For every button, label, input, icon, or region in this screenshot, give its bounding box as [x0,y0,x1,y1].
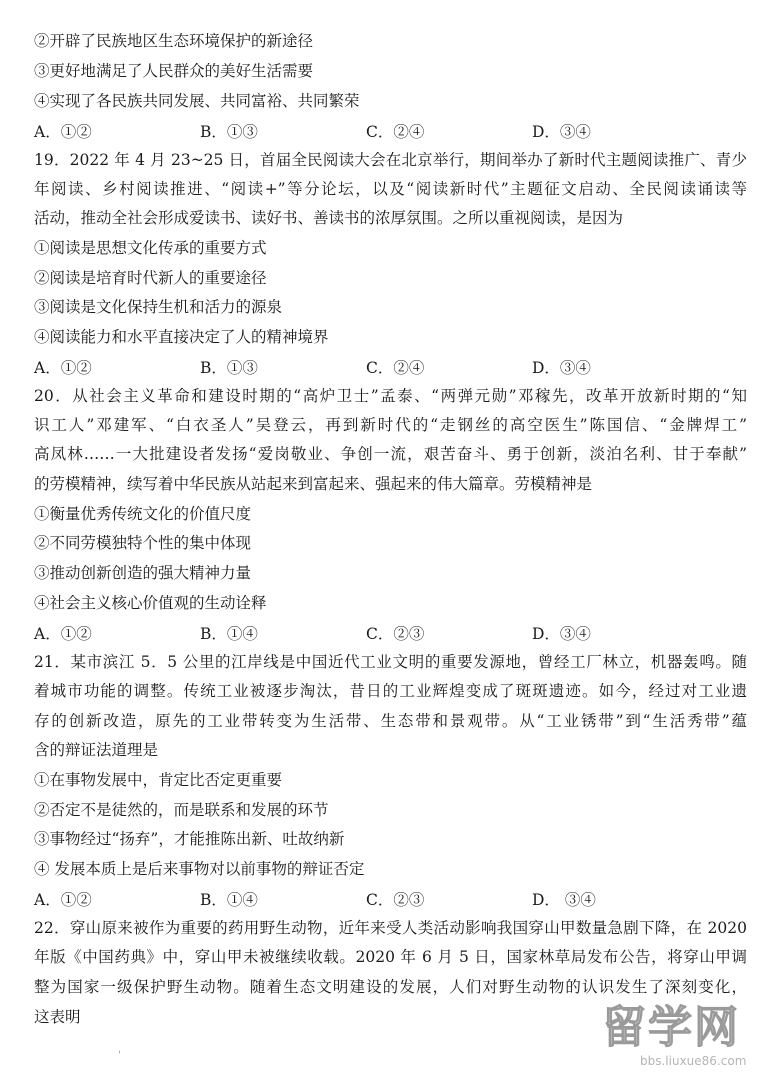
option-c: C．②④ [366,123,425,141]
text-line: ②阅读是培育时代新人的重要途径 [34,269,267,287]
text-line: ①衡量优秀传统文化的价值尺度 [34,505,252,523]
text-line: ③推动创新创造的强大精神力量 [34,564,252,582]
answer-options [34,356,734,376]
option-d: D．③④ [532,123,591,141]
option-b: B．①④ [200,891,258,909]
option-a: A．①② [34,123,92,141]
text-line: ③事物经过“扬弃”，才能推陈出新、吐故纳新 [34,830,345,848]
question-20-line: 高凤林……一大批建设者发扬“爱岗敬业、争创一流，艰苦奋斗、勇于创新，淡泊名利、甘于奉献” [34,445,747,463]
watermark-url: bbs.liuxue86.com [640,1054,747,1068]
option-b: B．①③ [200,123,258,141]
answer-options [34,622,734,642]
question-20-line: 的劳模精神，续写着中华民族从站起来到富起来、强起来的伟大篇章。劳模精神是 [34,475,593,493]
question-22-line: 年版《中国药典》中，穿山甲未被继续收载。2020 年 6 月 5 日，国家林草局发布公告，将穿山甲调 [34,948,747,966]
question-22-line: 这表明 [34,1008,81,1026]
option-a: A．①② [34,891,92,909]
question-21-line: 着城市功能的调整。传统工业被逐步淘汰，昔日的工业辉煌变成了斑斑遗迹。如今，经过对工业遗 [34,682,747,700]
question-22-line: 22．穿山原来被作为重要的药用野生动物，近年来受人类活动影响我国穿山甲数量急剧下降，在 2020 [34,919,747,937]
question-21-line: 21．某市滨江 5．5 公里的江岸线是中国近代工业文明的重要发源地，曾经工厂林立，机器轰鸣。随 [34,653,747,671]
question-19-line: 19．2022 年 4 月 23~25 日，首届全民阅读大会在北京举行，期间举办了新时代主题阅读推广、青少 [34,151,747,169]
text-line: ④社会主义核心价值观的生动诠释 [34,594,267,612]
text-line: ②否定不是徒然的，而是联系和发展的环节 [34,801,329,819]
question-21-line: 存的创新改造，原先的工业带转变为生活带、生态带和景观带。从“工业锈带”到“生活秀带”蕴 [34,712,747,730]
text-line: ③阅读是文化保持生机和活力的源泉 [34,298,283,316]
option-c: C．②③ [366,625,425,643]
text-line: ④实现了各民族共同发展、共同富裕、共同繁荣 [34,92,360,110]
text-line: ②不同劳模独特个性的集中体现 [34,534,252,552]
option-b: B．①③ [200,359,258,377]
question-19-line: 年阅读、乡村阅读推进、“阅读+”等分论坛，以及“阅读新时代”主题征文启动、全民阅读诵读等 [34,180,747,198]
question-20-line: 识工人”邓建军、“白衣圣人”吴登云，再到新时代的“走钢丝的高空医生”陈国信、“金牌焊工” [34,416,747,434]
question-22-line: 整为国家一级保护野生动物。随着生态文明建设的发展，人们对野生动物的认识发生了深刻变化， [34,978,747,996]
option-d: D．③④ [532,625,591,643]
text-line: ①阅读是思想文化传承的重要方式 [34,239,267,257]
text-line: ④阅读能力和水平直接决定了人的精神境界 [34,328,329,346]
option-c: C．②③ [366,891,425,909]
scan-mark: ' [118,1050,121,1061]
option-d: D．③④ [532,359,591,377]
text-line: ④ 发展本质上是后来事物对以前事物的辩证否定 [34,860,365,878]
question-20-line: 20．从社会主义革命和建设时期的“高炉卫士”孟泰、“两弹元勋”邓稼先，改革开放新时期的“知 [34,387,747,405]
text-line: ②开辟了民族地区生态环境保护的新途径 [34,32,314,50]
text-line: ③更好地满足了人民群众的美好生活需要 [34,62,314,80]
answer-options [34,120,734,140]
option-b: B．①④ [200,625,258,643]
option-a: A．①② [34,359,92,377]
option-c: C．②④ [366,359,425,377]
question-19-line: 活动，推动全社会形成爱读书、读好书、善读书的浓厚氛围。之所以重视阅读，是因为 [34,209,624,227]
watermark-text: 留学网 [602,1002,740,1053]
watermark-logo [602,1002,767,1074]
question-21-line: 含的辩证法道理是 [34,741,159,759]
option-d: D． ③④ [532,891,596,909]
text-line: ①在事物发展中，肯定比否定更重要 [34,771,283,789]
option-a: A．①② [34,625,92,643]
answer-options [34,888,734,908]
